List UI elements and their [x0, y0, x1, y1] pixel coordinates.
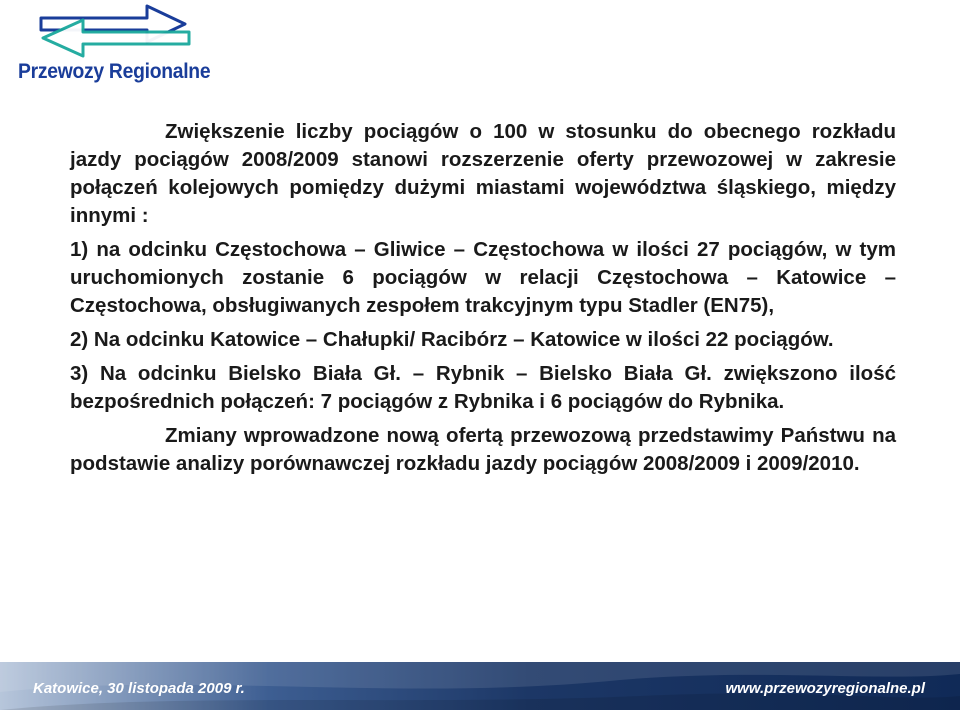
list-item-3: 3) Na odcinku Bielsko Biała Gł. – Rybnik – Bielsko Biała Gł. zwiększono ilość bezpośrednich połączeń: 7 pociągów z Rybnika i 6 pociągów do Rybnika. [70, 362, 896, 413]
closing-paragraph: Zmiany wprowadzone nową ofertą przewozową przedstawimy Państwu na podstawie analizy porównawczej rozkładu jazdy pociągów 2008/2009 i 2009/2010. [70, 424, 896, 475]
logo-text: Przewozy Regionalne [18, 60, 211, 83]
arrows-logo-icon [35, 2, 195, 58]
list-item-2: 2) Na odcinku Katowice – Chałupki/ Racibórz – Katowice w ilości 22 pociągów. [70, 328, 834, 351]
footer-date: Katowice, 30 listopada 2009 r. [33, 680, 245, 697]
footer-bar [0, 662, 960, 710]
company-logo [10, 2, 210, 88]
list-item-1: 1) na odcinku Częstochowa – Gliwice – Częstochowa w ilości 27 pociągów, w tym uruchomionych zostanie 6 pociągów w relacji Częstochowa – Katowice – Częstochowa, obsługiwanych zespołem trakcyjnym typu Stadler (EN75), [70, 238, 896, 317]
main-content [70, 118, 896, 478]
intro-paragraph: Zwiększenie liczby pociągów o 100 w stosunku do obecnego rozkładu jazdy pociągów 2008/2009 stanowi rozszerzenie oferty przewozowej w zakresie połączeń kolejowych pomiędzy dużymi miastami województwa śląskiego, między innymi : [70, 120, 896, 227]
footer-website-link[interactable]: www.przewozyregionalne.pl [725, 680, 925, 697]
